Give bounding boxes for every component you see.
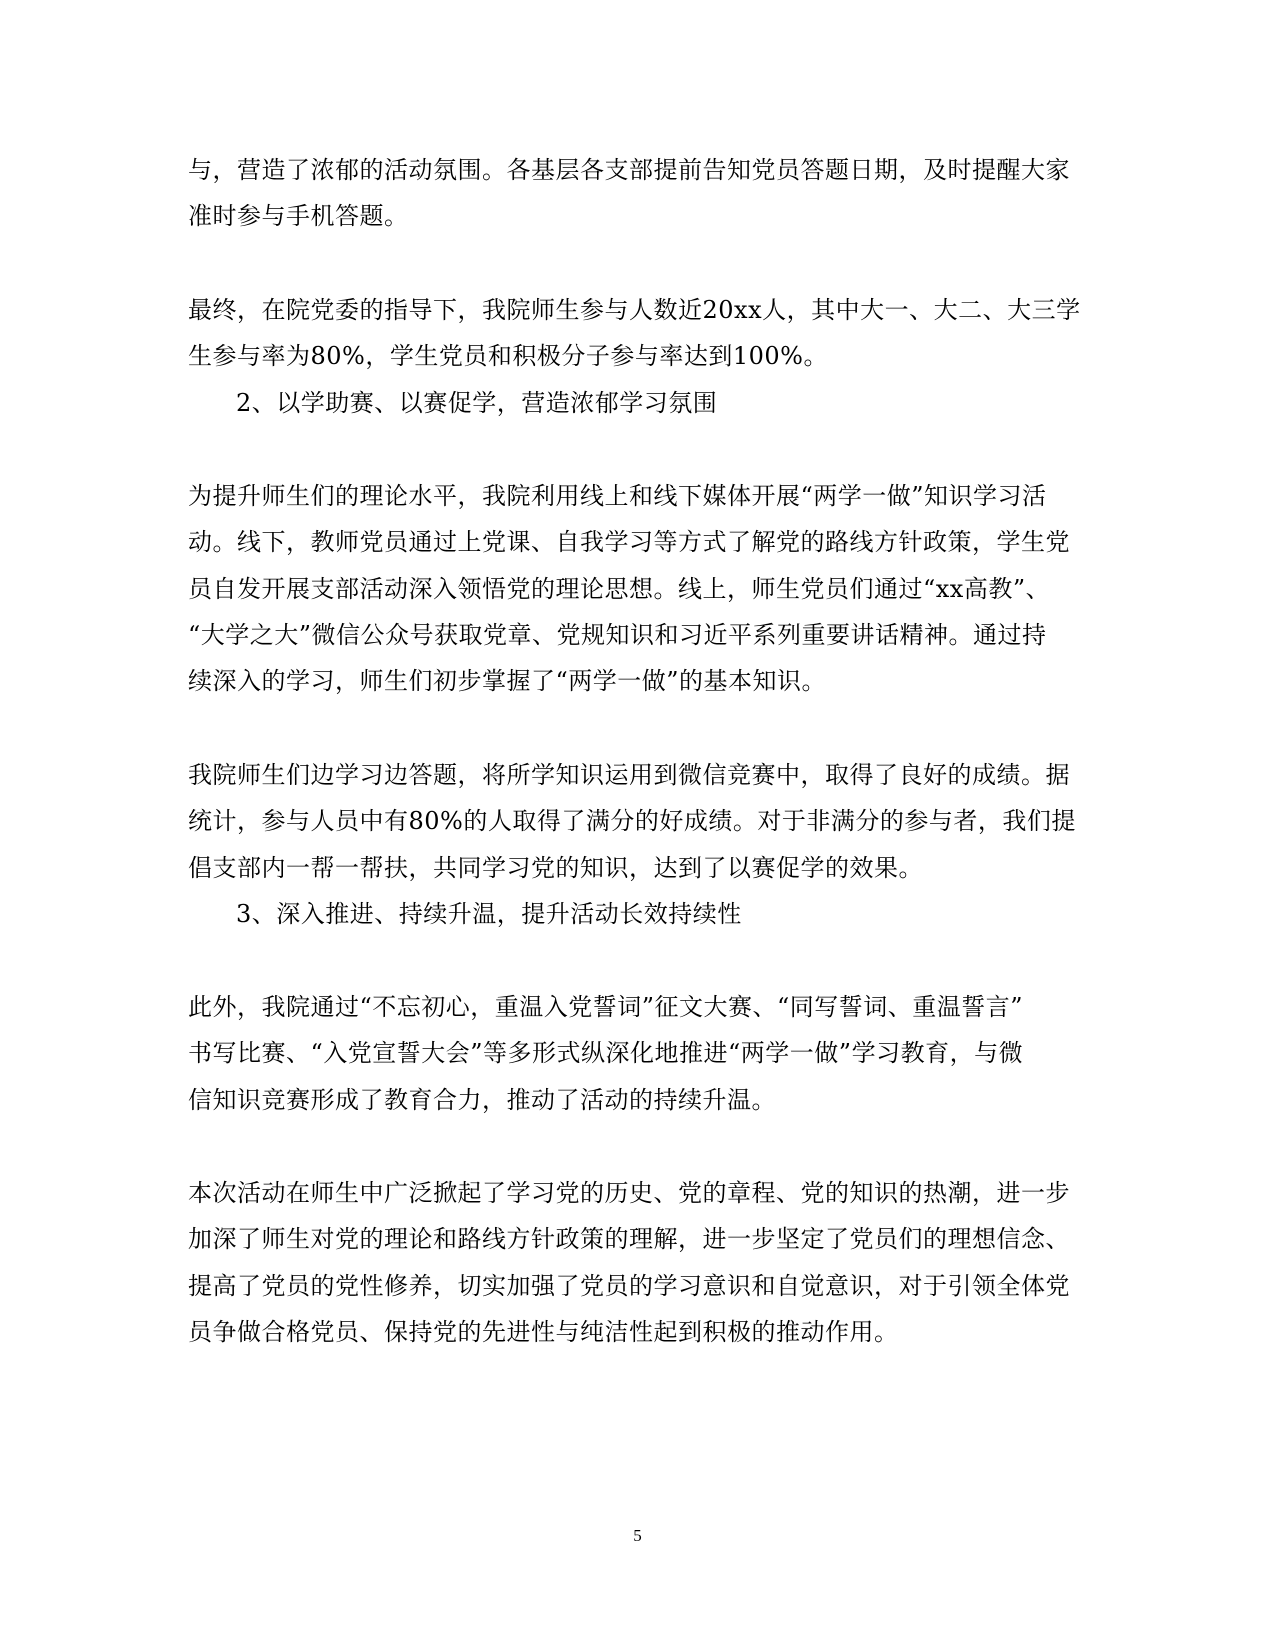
paragraph-line: 我院师生们边学习边答题，将所学知识运用到微信竞赛中，取得了良好的成绩。据 <box>188 761 1070 789</box>
paragraph-line: 为提升师生们的理论水平，我院利用线上和线下媒体开展“两学一做”知识学习活 <box>188 482 1047 510</box>
paragraph-line: 续深入的学习，师生们初步掌握了“两学一做”的基本知识。 <box>188 667 827 695</box>
paragraph-line: 最终，在院党委的指导下，我院师生参与人数近20xx人，其中大一、大二、大三学 <box>188 296 1081 324</box>
paragraph-line: 员自发开展支部活动深入领悟党的理论思想。线上，师生党员们通过“xx高教”、 <box>188 575 1051 603</box>
paragraph-line: 生参与率为80%，学生党员和积极分子参与率达到100%。 <box>188 342 828 370</box>
section-heading: 2、以学助赛、以赛促学，营造浓郁学习氛围 <box>236 389 718 417</box>
paragraph-line: “大学之大”微信公众号获取党章、党规知识和习近平系列重要讲话精神。通过持 <box>188 621 1047 649</box>
paragraph-line: 书写比赛、“入党宣誓大会”等多形式纵深化地推进“两学一做”学习教育，与微 <box>188 1039 1024 1067</box>
paragraph-line: 准时参与手机答题。 <box>188 202 409 230</box>
paragraph-line: 信知识竞赛形成了教育合力，推动了活动的持续升温。 <box>188 1086 776 1114</box>
paragraph-line: 加深了师生对党的理论和路线方针政策的理解，进一步坚定了党员们的理想信念、 <box>188 1225 1070 1253</box>
page-number: 5 <box>633 1526 642 1545</box>
section-heading: 3、深入推进、持续升温，提升活动长效持续性 <box>236 900 742 928</box>
paragraph-line: 员争做合格党员、保持党的先进性与纯洁性起到积极的推动作用。 <box>188 1318 899 1346</box>
paragraph-line: 此外，我院通过“不忘初心，重温入党誓词”征文大赛、“同写誓词、重温誓言” <box>188 993 1024 1021</box>
paragraph-line: 提高了党员的党性修养，切实加强了党员的学习意识和自觉意识，对于引领全体党 <box>188 1272 1070 1300</box>
paragraph-line: 统计，参与人员中有80%的人取得了满分的好成绩。对于非满分的参与者，我们提 <box>188 807 1076 835</box>
paragraph-line: 动。线下，教师党员通过上党课、自我学习等方式了解党的路线方针政策，学生党 <box>188 528 1070 556</box>
paragraph-line: 与，营造了浓郁的活动氛围。各基层各支部提前告知党员答题日期，及时提醒大家 <box>188 156 1070 184</box>
paragraph-line: 本次活动在师生中广泛掀起了学习党的历史、党的章程、党的知识的热潮，进一步 <box>188 1179 1070 1207</box>
paragraph-line: 倡支部内一帮一帮扶，共同学习党的知识，达到了以赛促学的效果。 <box>188 854 923 882</box>
